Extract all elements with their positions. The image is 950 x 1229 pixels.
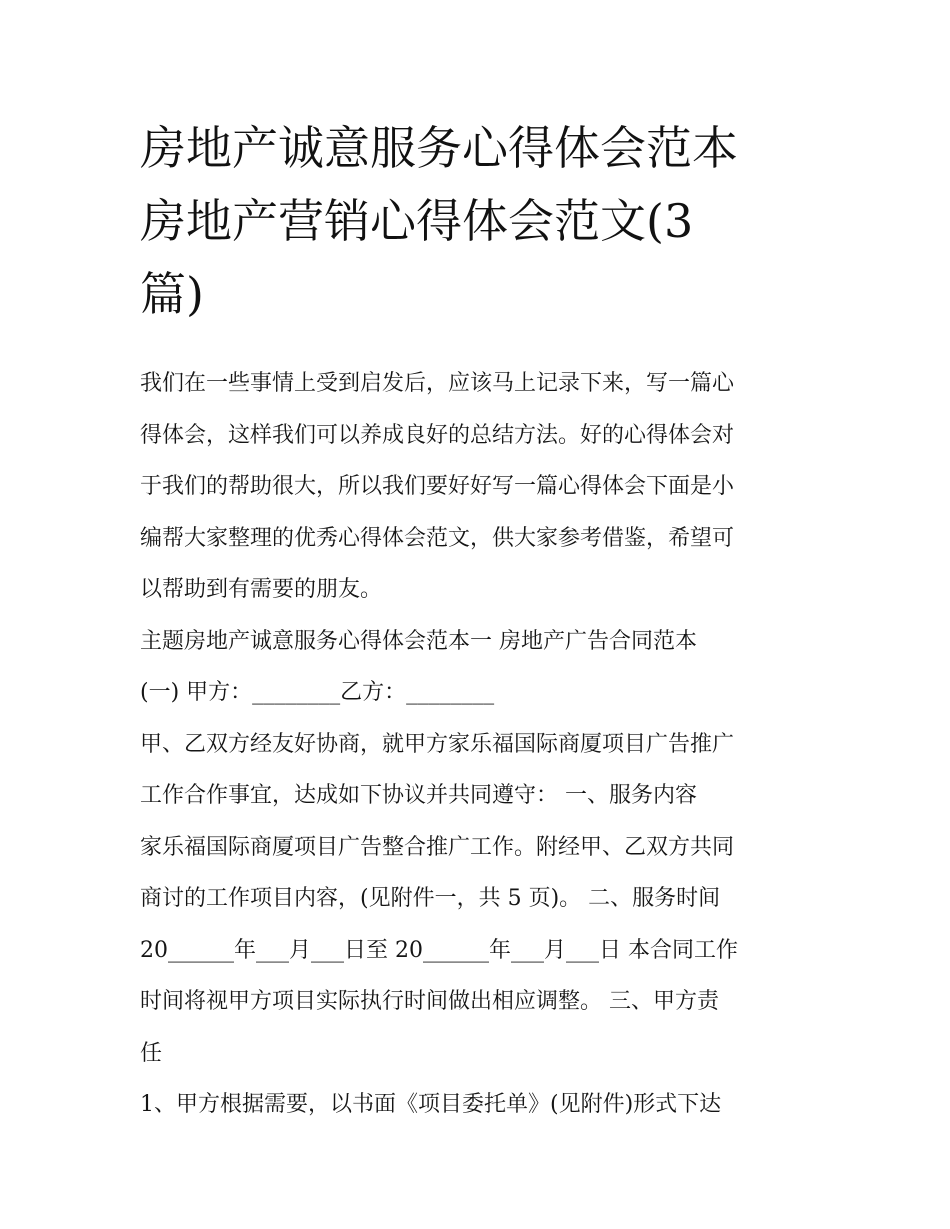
parties-paragraph bbox=[140, 667, 820, 719]
parties-line: (一) 甲方：________乙方：________ bbox=[140, 680, 495, 705]
contract-line-1: 甲、乙双方经友好协商，就甲方家乐福国际商厦项目广告推广 bbox=[140, 731, 735, 757]
contract-line-4: 商讨的工作项目内容，(见附件一，共 5 页)。 二、服务时间 bbox=[140, 886, 721, 911]
clause-line: 1、甲方根据需要，以书面《项目委托单》(见附件)形式下达 bbox=[140, 1092, 722, 1117]
document-title bbox=[140, 112, 820, 331]
contract-paragraph bbox=[140, 719, 820, 1080]
subject-line: 主题房地产诚意服务心得体会范本一 房地产广告合同范本 bbox=[140, 628, 697, 654]
contract-line-2: 工作合作事宜，达成如下协议并共同遵守： 一、服务内容 bbox=[140, 783, 697, 808]
title-line-3: 篇) bbox=[140, 267, 204, 321]
title-line-2: 房地产营销心得体会范文(3 bbox=[140, 194, 694, 248]
clause-paragraph bbox=[140, 1079, 820, 1131]
document-body bbox=[140, 358, 820, 1131]
contract-line-6: 时间将视甲方项目实际执行时间做出相应调整。 三、甲方责 bbox=[140, 989, 719, 1014]
intro-line-1: 我们在一些事情上受到启发后，应该马上记录下来，写一篇心 bbox=[140, 371, 735, 396]
intro-line-5: 以帮助到有需要的朋友。 bbox=[140, 577, 383, 602]
contract-line-7: 任 bbox=[140, 1040, 163, 1066]
subject-paragraph bbox=[140, 616, 820, 668]
intro-line-4: 编帮大家整理的优秀心得体会范文，供大家参考借鉴，希望可 bbox=[140, 525, 735, 551]
intro-line-3: 于我们的帮助很大，所以我们要好好写一篇心得体会下面是小 bbox=[140, 474, 735, 499]
title-line-1: 房地产诚意服务心得体会范本 bbox=[140, 121, 738, 175]
intro-paragraph bbox=[140, 358, 820, 616]
intro-line-2: 得体会，这样我们可以养成良好的总结方法。好的心得体会对 bbox=[140, 422, 735, 448]
contract-line-5: 20______年___月___日至 20______年___月___日 本合同工作 bbox=[140, 937, 738, 963]
contract-line-3: 家乐福国际商厦项目广告整合推广工作。附经甲、乙双方共同 bbox=[140, 834, 735, 860]
